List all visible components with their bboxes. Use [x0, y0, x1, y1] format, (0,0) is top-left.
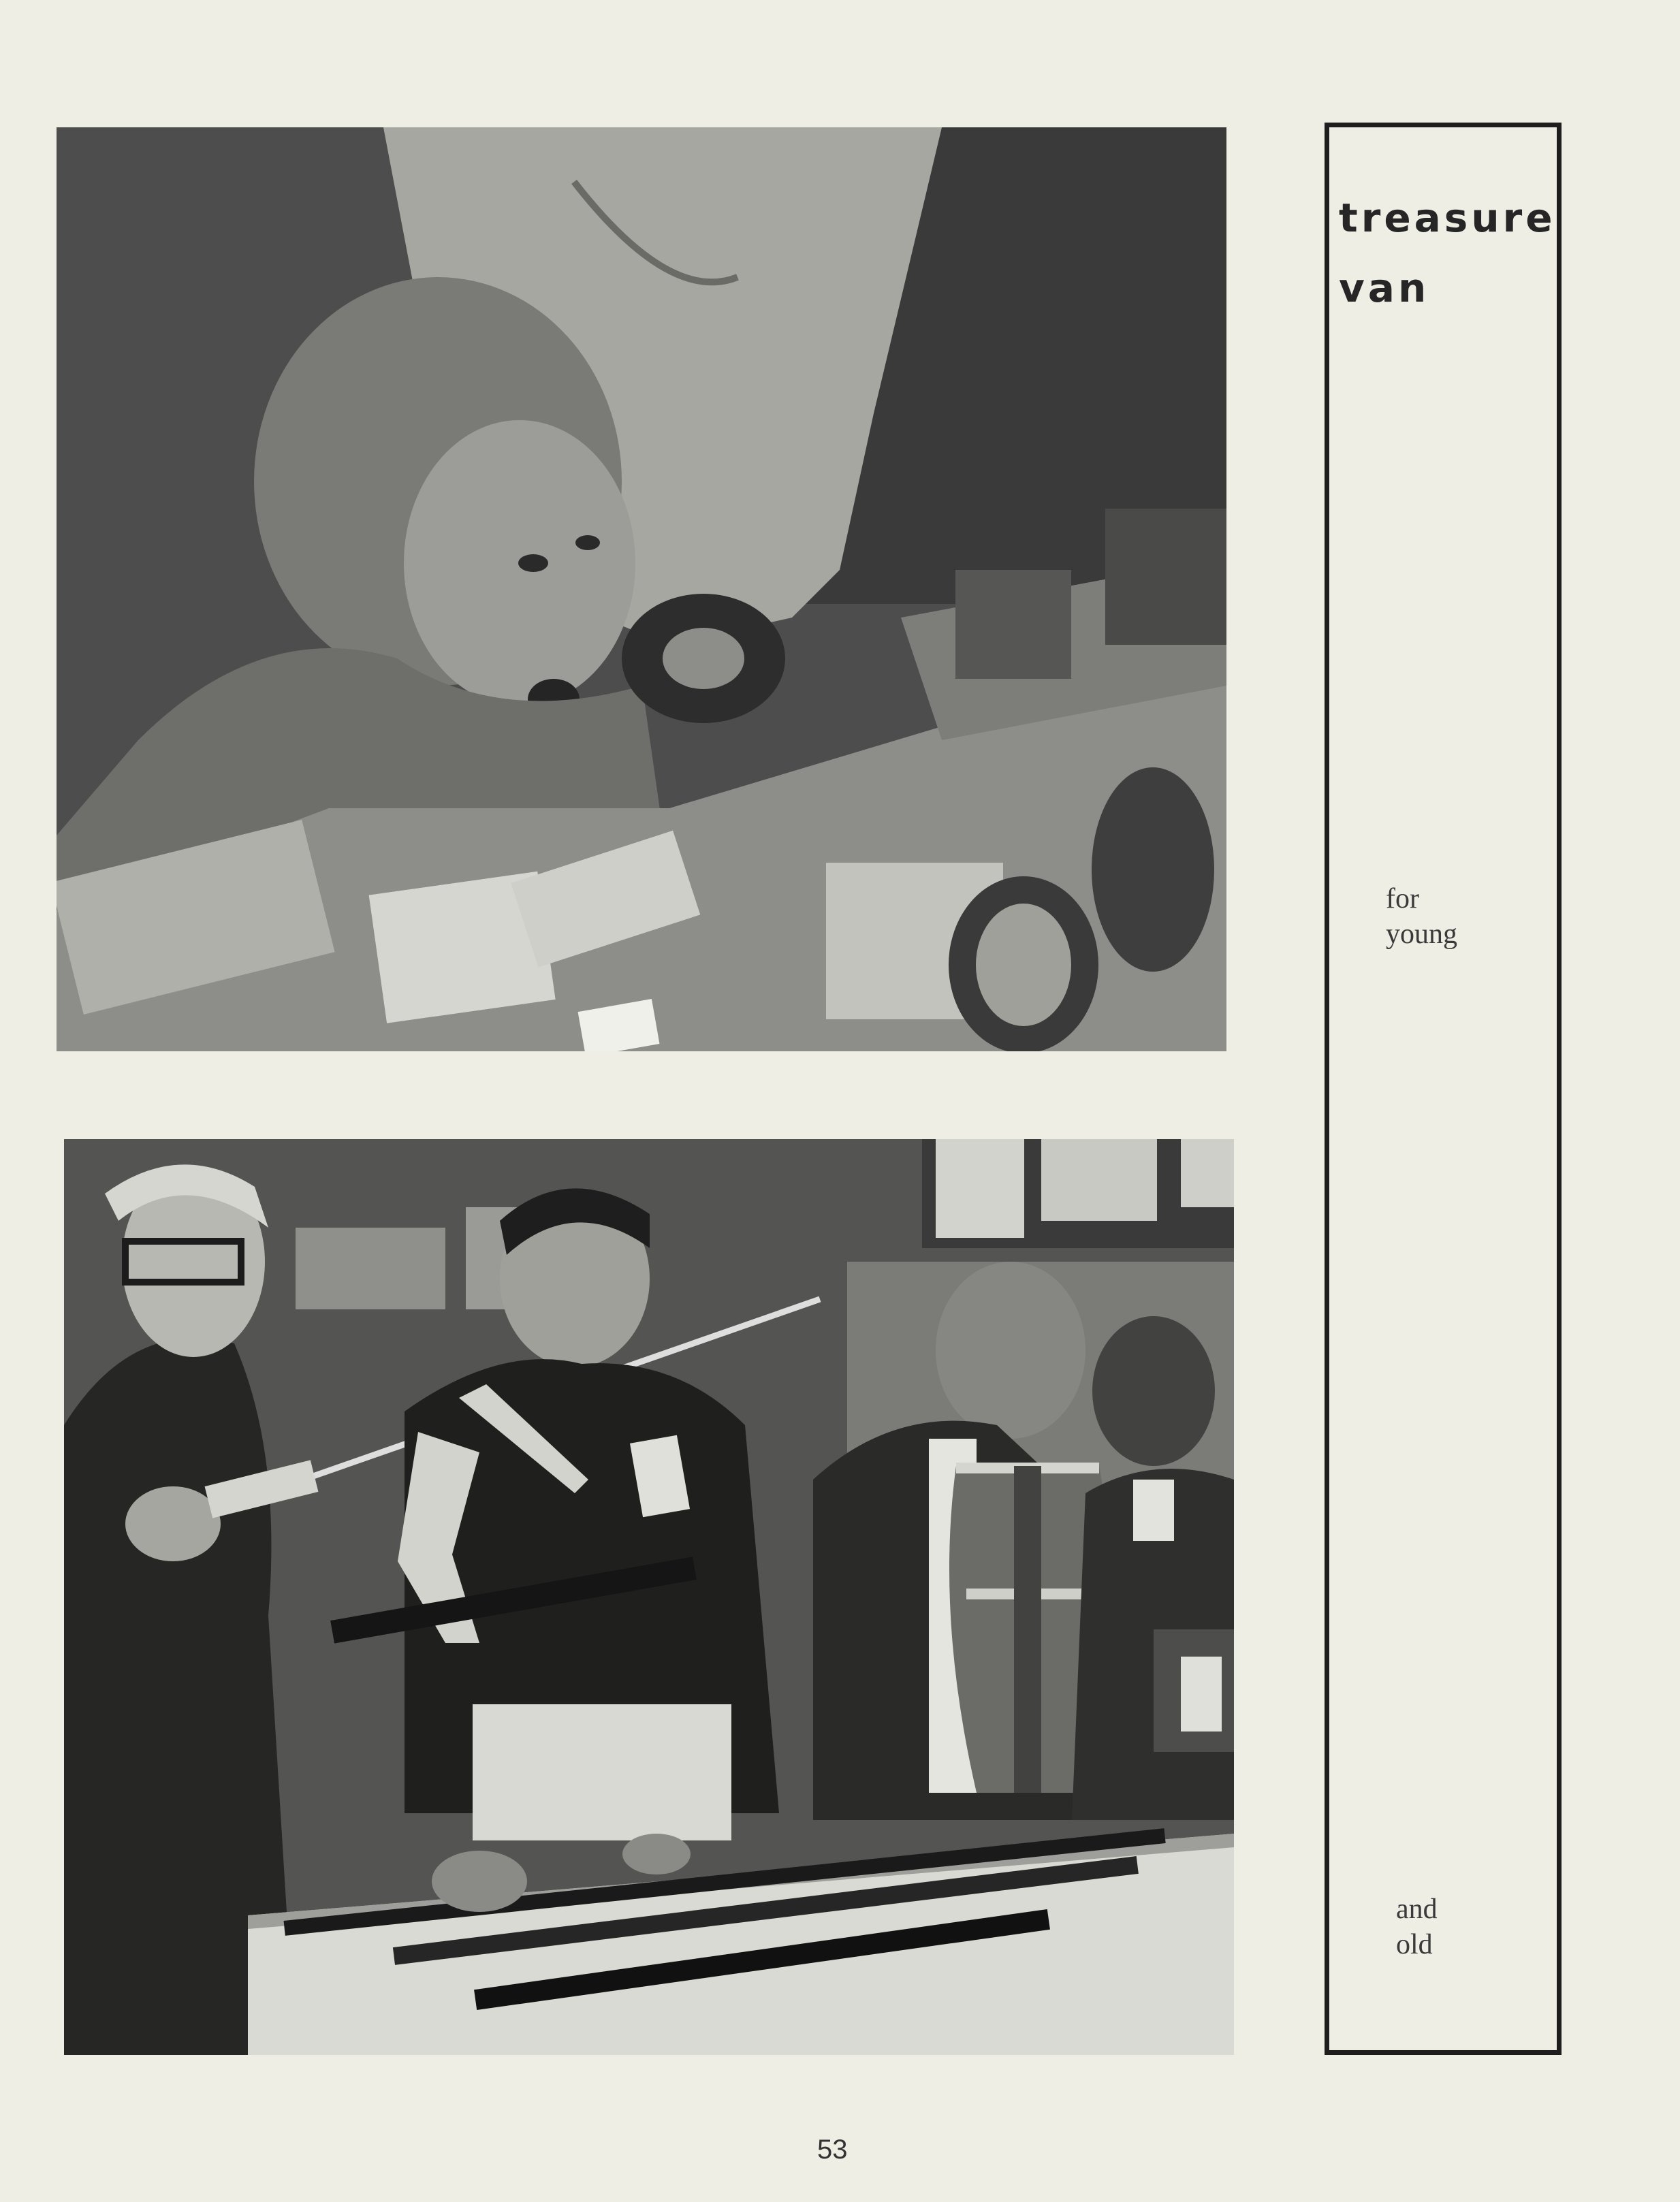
caption-young-line-1: for: [1386, 883, 1419, 914]
caption-old-line-2: old: [1396, 1929, 1433, 1960]
panel-heading-line-1: treasure: [1339, 195, 1556, 241]
title-panel: [1325, 123, 1562, 2055]
photo-child-at-table: [57, 127, 1226, 1051]
caption-for-young: [1386, 881, 1457, 952]
caption-and-old: [1396, 1892, 1438, 1962]
panel-heading-line-2: van: [1339, 265, 1430, 311]
photo-men-with-swords: [64, 1139, 1234, 2055]
caption-old-line-1: and: [1396, 1894, 1438, 1925]
page-number: 53: [817, 2135, 848, 2165]
caption-young-line-2: young: [1386, 919, 1457, 950]
